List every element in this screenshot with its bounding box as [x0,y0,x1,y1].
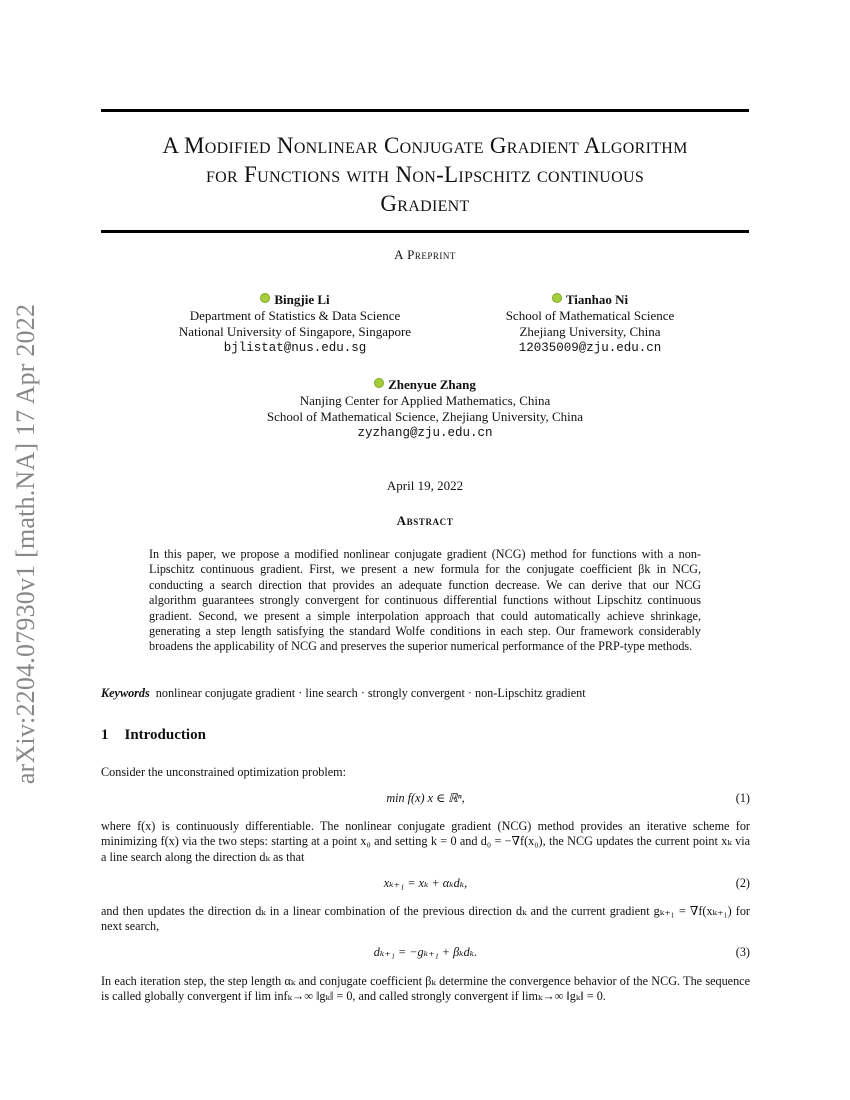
arxiv-id: arXiv:2204.07930v1 [math.NA] 17 Apr 2022 [11,303,40,785]
equation-body: xₖ₊₁ = xₖ + αₖdₖ, [383,876,468,890]
equation-1 [101,791,750,809]
title-bottom-rule [101,230,749,233]
keywords-line [101,686,749,701]
equation-body: min f(x) x ∈ ℝⁿ, [386,791,465,805]
publication-date: April 19, 2022 [386,478,464,493]
author-name: Zhenyue Zhang [225,377,625,393]
abstract-heading: Abstract [396,513,454,528]
title-top-rule [101,109,749,112]
author-email[interactable]: zyzhang@zju.edu.cn [357,426,493,440]
title-line-1: A Modified Nonlinear Conjugate Gradient Algorithm [162,133,688,158]
author-affiliation: Zhejiang University, China [519,324,661,339]
author-affiliation: School of Mathematical Science, Zhejiang University, China [266,409,584,424]
orcid-icon [260,293,270,303]
equation-2 [101,876,750,894]
section-title: Introduction [124,727,206,743]
orcid-icon [552,293,562,303]
author-name: Bingjie Li [150,292,440,308]
author-email[interactable]: bjlistat@nus.edu.sg [223,341,367,355]
paper-title [101,131,749,218]
equation-number: (2) [735,876,750,890]
author-affiliation: Nanjing Center for Applied Mathematics, China [299,393,551,408]
equation-3 [101,945,750,963]
title-line-2: for Functions with Non-Lipschitz continuous [205,162,645,187]
abstract-text: In this paper, we propose a modified nonlinear conjugate gradient (NCG) method for functions with a non-Lipschitz continuous gradient. First, we present a new formula for the conjugate coefficient βk in NCG, conducting a search direction that provides an adequate function decrease. We can derive that our NCG algorithm guarantees strongly convergent for continuous differential functions without Lipschitz continuous gradient. Second, we present a simple interpolation approach that could automatically achieve shrinkage, generating a step length satisfying the standard Wolfe conditions in each step. Our framework considerably broadens the applicability of NCG and preserves the superior numerical performance of the PRP-type methods. [149,547,701,654]
equation-number: (3) [735,945,750,959]
arxiv-sidebar-stamp [4,268,48,820]
section-heading [101,727,206,744]
preprint-label: A Preprint [394,247,456,262]
body-paragraph-1: Consider the unconstrained optimization problem: [101,765,347,779]
author-block-3 [225,377,625,441]
author-affiliation: School of Mathematical Science [505,308,675,323]
body-paragraph-3: and then updates the direction dₖ in a linear combination of the previous direction dₖ and the current gradient gₖ₊₁ = ∇f(xₖ₊₁) for next search, [101,904,750,934]
equation-number: (1) [735,791,750,805]
equation-body: dₖ₊₁ = −gₖ₊₁ + βₖdₖ. [373,945,478,959]
body-paragraph-4: In each iteration step, the step length αₖ and conjugate coefficient βₖ determine the convergence behavior of the NCG. The sequence is called globally convergent if lim infₖ→∞ ‖gₖ‖ = 0, and called strongly convergent if limₖ→∞ ‖gₖ‖ = 0. [101,974,750,1004]
keywords-label: Keywords [101,686,150,700]
author-affiliation: National University of Singapore, Singapore [178,324,412,339]
author-block-2 [475,292,705,356]
author-block-1 [150,292,440,356]
orcid-icon [374,378,384,388]
author-email[interactable]: 12035009@zju.edu.cn [518,341,662,355]
body-paragraph-2: where f(x) is continuously differentiable. The nonlinear conjugate gradient (NCG) method provides an iterative scheme for minimizing f(x) via the two steps: starting at a point x₀ and setting k = 0 and d₀ = −∇f(x₀), the NCG updates the current point xₖ via a line search along the direction dₖ as that [101,819,750,864]
keywords-text: nonlinear conjugate gradient · line search · strongly convergent · non-Lipschitz gradient [155,686,586,700]
title-line-3: Gradient [380,191,470,216]
author-name: Tianhao Ni [475,292,705,308]
section-number: 1 [101,727,109,743]
author-affiliation: Department of Statistics & Data Science [189,308,401,323]
